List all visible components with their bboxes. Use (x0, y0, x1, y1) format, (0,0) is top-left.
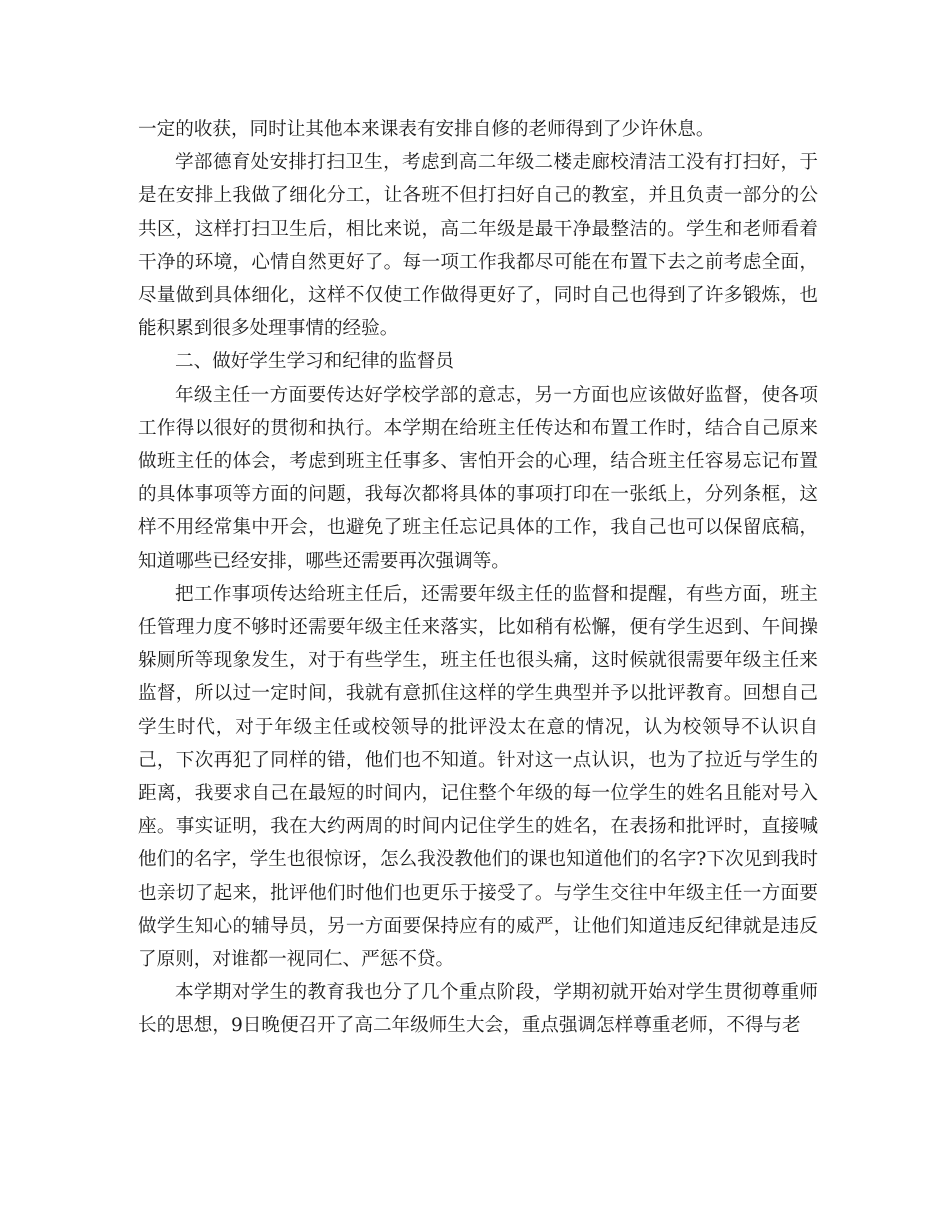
text-line: 做班主任的体会，考虑到班主任事多、害怕开会的心理，结合班主任容易忘记布置 (138, 451, 818, 473)
text-line: 把工作事项传达给班主任后，还需要年级主任的监督和提醒，有些方面，班主 (175, 583, 818, 605)
text-line: 工作得以很好的贯彻和执行。本学期在给班主任传达和布置工作时，结合自己原来 (138, 417, 818, 439)
text-line: 我要求自己在最短的时间内，记住整个年级的每一位学生的姓名且能对号入座。事 (138, 783, 818, 838)
paragraph (138, 113, 818, 146)
text-line: 一定的收获，同时让其他本来课表有安排自修的老师得到了少许休息。 (138, 119, 715, 140)
paragraph (138, 379, 818, 578)
text-line: 样不用经常集中开会，也避免了班主任忘记具体的工作，我自己也可以保留底稿， (138, 517, 818, 539)
text-line: 的具体事项等方面的问题，我每次都将具体的事项打印在一张纸上，分列条框，这 (138, 484, 818, 506)
text-line: 是在安排上我做了细化分工，让各班不但打扫好自己的教室，并且负责一部分的公 (138, 185, 818, 207)
text-line: 躲厕所等现象发生，对于有些学生，班主任也很头痛，这时候就很需要年级主任来 (138, 650, 818, 672)
text-line: 知道哪些已经安排，哪些还需要再次强调等。 (138, 550, 510, 572)
text-line: 共区，这样打扫卫生后，相比来说，高二年级是最干净最整洁的。学生和老师看着 (138, 218, 818, 240)
paragraph (138, 976, 818, 1042)
paragraph (138, 146, 818, 345)
text-line: 尽量做到具体细化，这样不仅使工作做得更好了，同时自己也得到了许多锻炼，也 (138, 285, 818, 307)
text-line: 学生时代，对于年级主任或校领导的批评没太在意的情况，认为校领导不认识自己， (138, 716, 818, 771)
text-line: 名字，学生也很惊讶，怎么我没教他们的课也知道他们的名字?下次见到我时也亲 (138, 849, 818, 904)
document-page (138, 113, 818, 1043)
text-line: 下次再犯了同样的错，他们也不知道。针对这一点认识，也为了拉近与学生的距离， (138, 749, 818, 805)
text-line: 任管理力度不够时还需要年级主任来落实，比如稍有松懈，便有学生迟到、午间操 (138, 617, 818, 639)
text-line: 能积累到很多处理事情的经验。 (138, 318, 399, 340)
text-line: 实证明，我在大约两周的时间内记住学生的姓名，在表扬和批评时，直接喊他们的 (138, 816, 818, 871)
text-line: 监督，所以过一定时间，我就有意抓住这样的学生典型并予以批评教育。回想自己 (138, 683, 818, 705)
text-line: 年级主任一方面要传达好学校学部的意志，另一方面也应该做好监督，使各项 (175, 384, 818, 406)
text-line: 二、做好学生学习和纪律的监督员 (175, 351, 454, 373)
paragraph (138, 578, 818, 976)
text-line: 干净的环境，心情自然更好了。每一项工作我都尽可能在布置下去之前考虑全面， (138, 251, 818, 273)
text-line: 长的思想，9日晚便召开了高二年级师生大会，重点强调怎样尊重老师，不得与老 (138, 1015, 801, 1037)
text-line: 则，对谁都一视同仁、严惩不贷。 (175, 949, 455, 971)
paragraph (138, 345, 818, 378)
text-line: 学部德育处安排打扫卫生，考虑到高二年级二楼走廊校清洁工没有打扫好，于 (175, 152, 818, 174)
text-line: 本学期对学生的教育我也分了几个重点阶段，学期初就开始对学生贯彻尊重师 (175, 982, 818, 1004)
text-line: 切了起来，批评他们时他们也更乐于接受了。与学生交往中年级主任一方面要做学 (138, 882, 818, 937)
text-line: 生知心的辅导员，另一方面要保持应有的威严，让他们知道违反纪律就是违反了原 (138, 915, 818, 971)
